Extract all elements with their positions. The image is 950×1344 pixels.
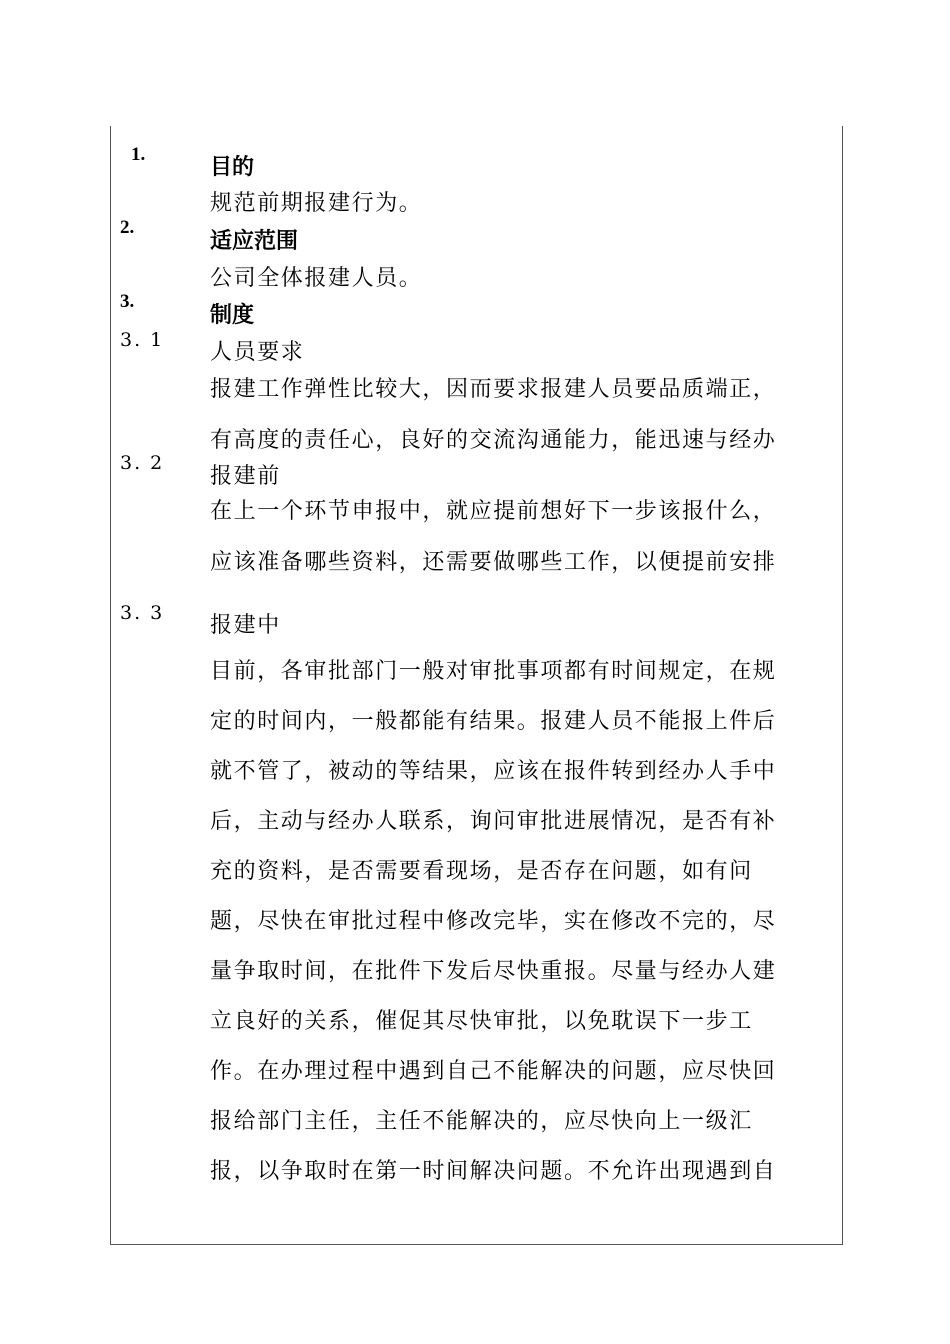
subsection-3-2-number: 3. 2 (120, 452, 165, 474)
subsection-3-1-line: 报建工作弹性比较大，因而要求报建人员要品质端正， (210, 377, 777, 402)
subsection-3-3-body (210, 655, 776, 1205)
body-line: 目前，各审批部门一般对审批事项都有时间规定，在规 (210, 659, 777, 684)
body-line: 报，以争取时在第一时间解决问题。不允许出现遇到自 (210, 1159, 777, 1184)
subsection-3-2-title: 报建前 (210, 464, 281, 489)
section-3-title: 制度 (210, 303, 255, 328)
section-2-title: 适应范围 (210, 229, 299, 254)
body-line: 量争取时间，在批件下发后尽快重报。尽量与经办人建 (210, 959, 777, 984)
section-1-title: 目的 (210, 155, 255, 180)
subsection-3-3-title: 报建中 (210, 613, 281, 638)
subsection-3-3-number: 3. 3 (120, 602, 165, 624)
section-2-number: 2. (120, 217, 135, 238)
section-2-content: 公司全体报建人员。 (210, 266, 423, 291)
section-1-number: 1. (131, 144, 146, 165)
body-line: 后，主动与经办人联系，询问审批进展情况，是否有补 (210, 809, 777, 834)
subsection-3-1-title: 人员要求 (210, 340, 305, 365)
body-line: 就不管了，被动的等结果，应该在报件转到经办人手中 (210, 759, 777, 784)
subsection-3-2-line: 应该准备哪些资料，还需要做哪些工作，以便提前安排 (210, 550, 777, 575)
section-1-content: 规范前期报建行为。 (210, 191, 423, 216)
body-line: 立良好的关系，催促其尽快审批，以免耽误下一步工 (210, 1009, 753, 1034)
body-line: 题，尽快在审批过程中修改完毕，实在修改不完的，尽 (210, 909, 777, 934)
body-line: 定的时间内，一般都能有结果。报建人员不能报上件后 (210, 709, 777, 734)
subsection-3-2-line: 在上一个环节申报中，就应提前想好下一步该报什么， (210, 499, 777, 524)
body-line: 报给部门主任，主任不能解决的，应尽快向上一级汇 (210, 1109, 753, 1134)
section-3-number: 3. (120, 291, 135, 312)
body-line: 作。在办理过程中遇到自己不能解决的问题，应尽快回 (210, 1059, 777, 1084)
subsection-3-1-line: 有高度的责任心，良好的交流沟通能力，能迅速与经办 (210, 428, 777, 453)
subsection-3-1-number: 3. 1 (120, 329, 165, 351)
body-line: 充的资料，是否需要看现场，是否存在问题，如有问 (210, 859, 753, 884)
